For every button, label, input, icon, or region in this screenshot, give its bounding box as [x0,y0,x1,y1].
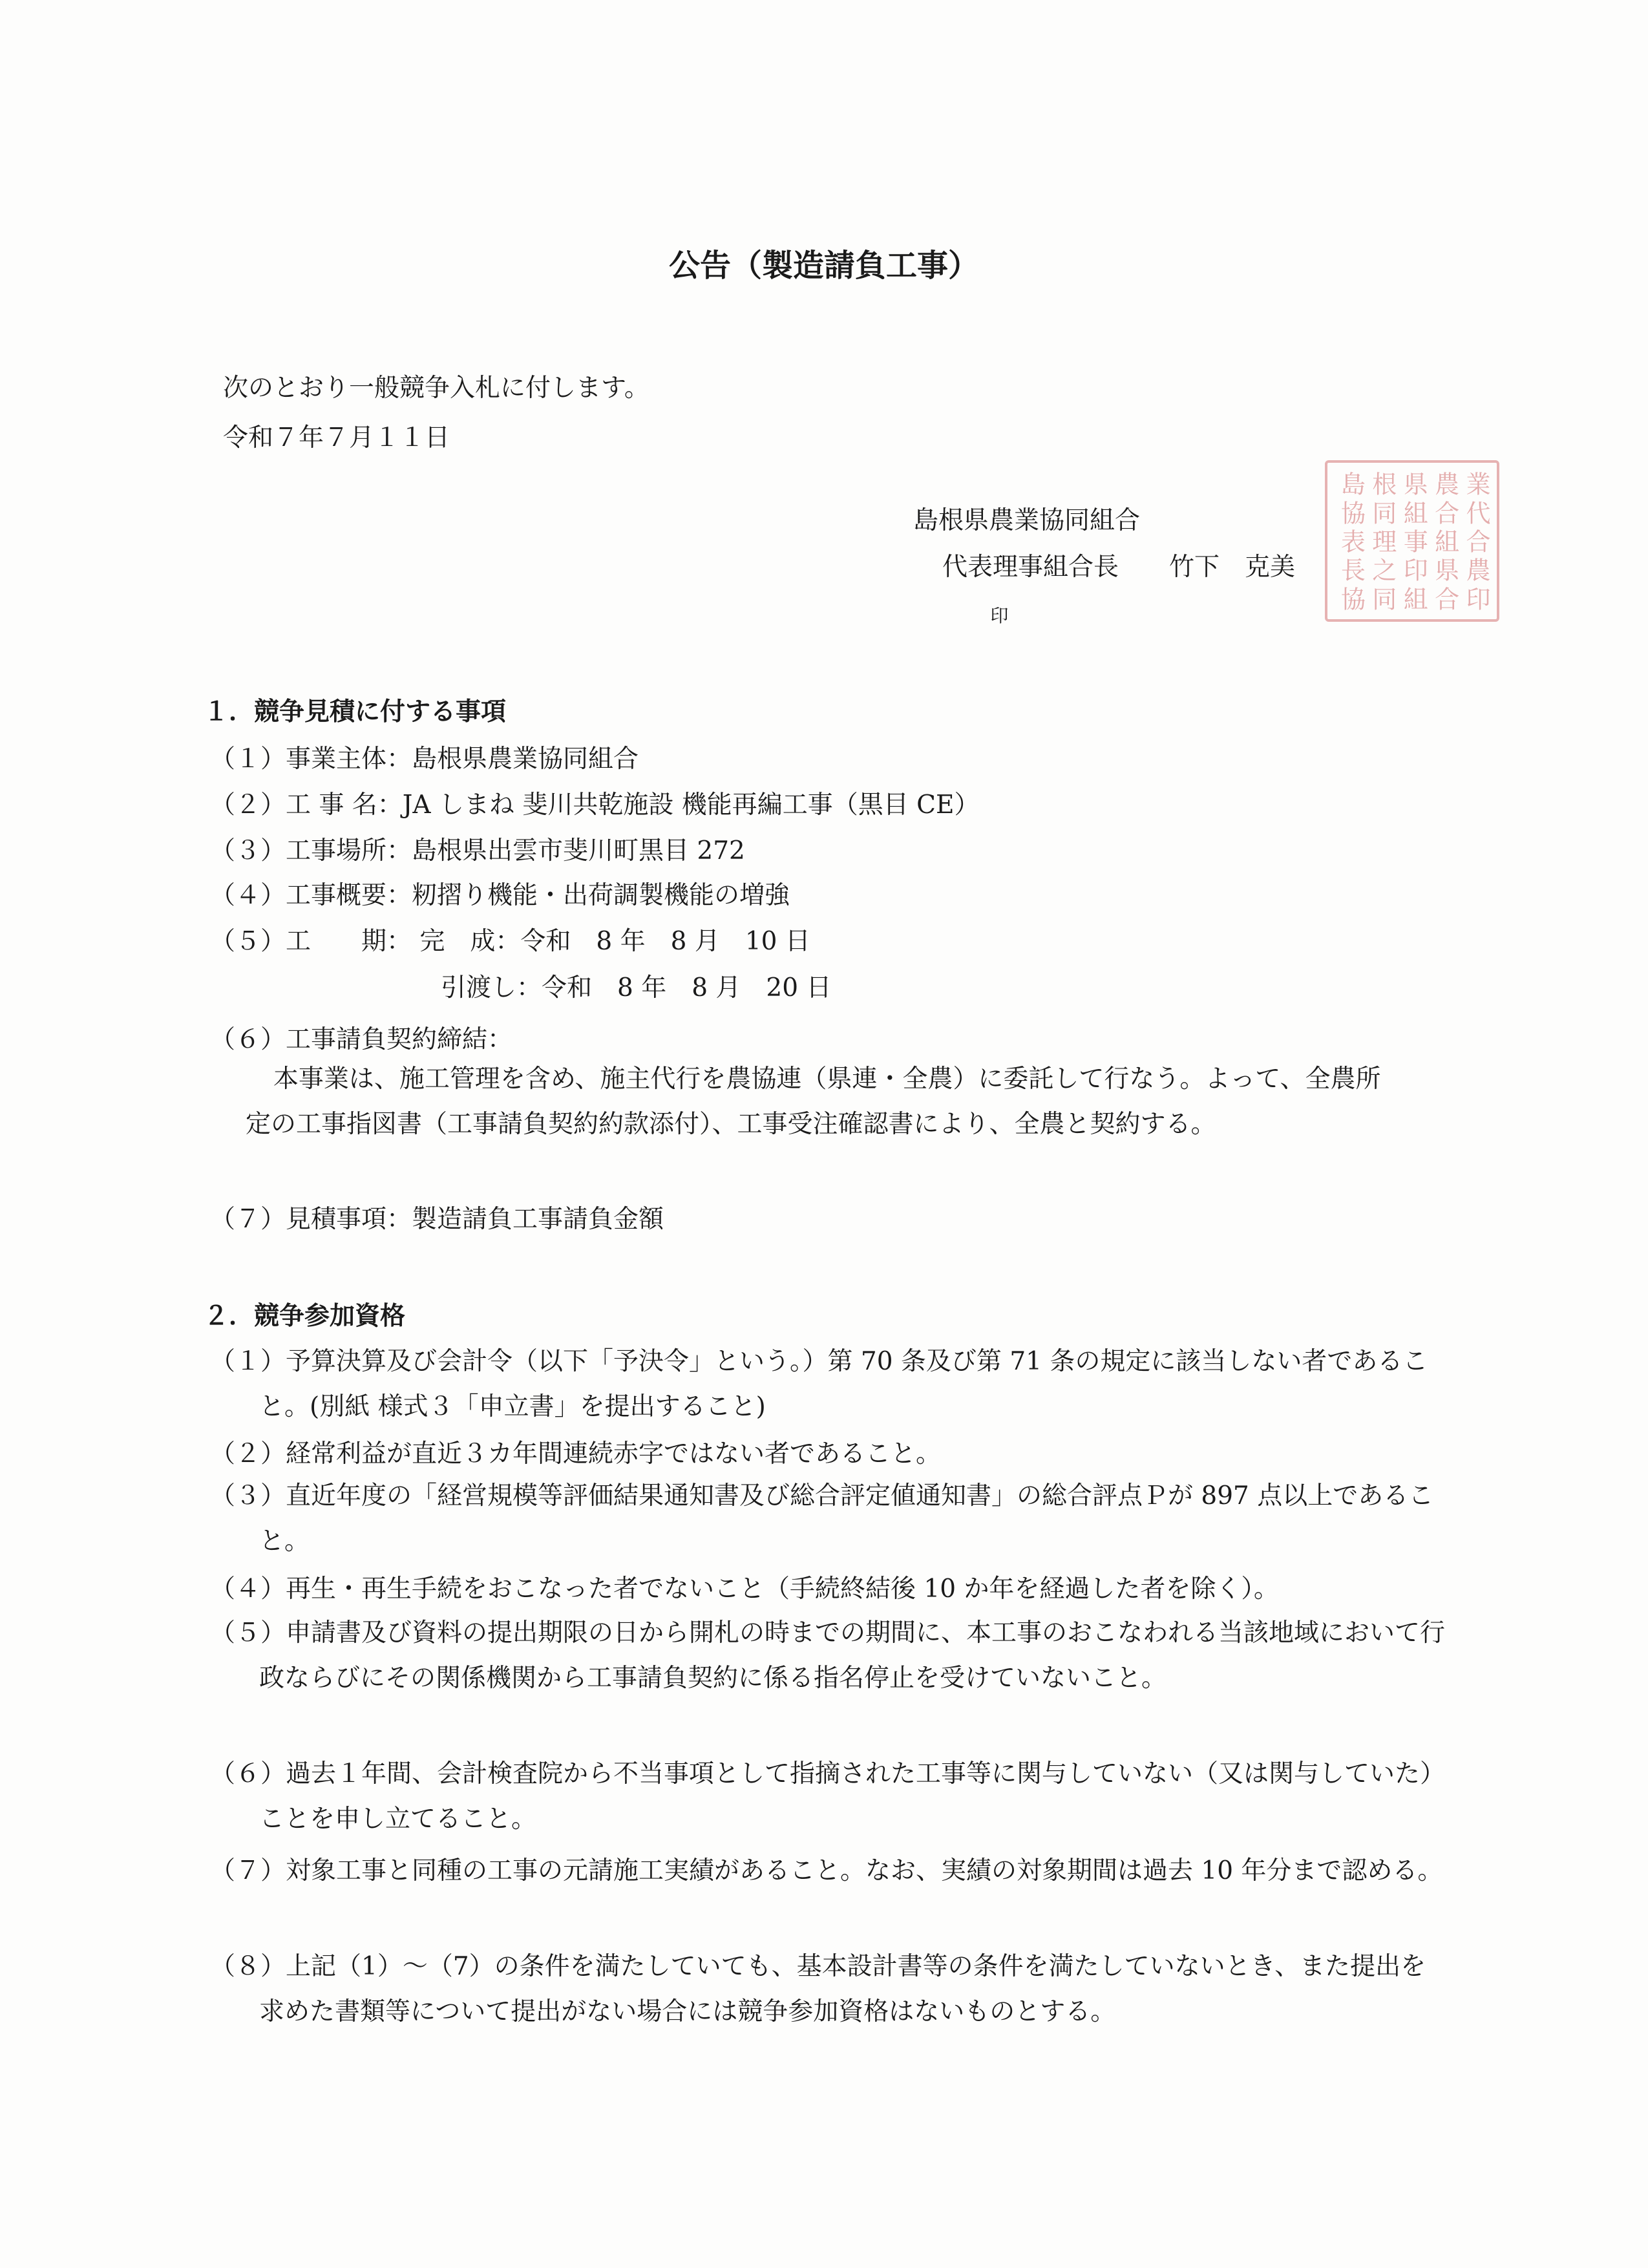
s1-item-6: （６）工事請負契約締結： [210,1025,513,1054]
s2-item-7: （７）対象工事と同種の工事の元請施工実績があること。なお、実績の対象期間は過去 10 年分まで認める。 [210,1856,1443,1885]
s1-item-5-delivery: 引渡し：令和 8 年 8 月 20 日 [441,973,832,1002]
s2-item-5: （５）申請書及び資料の提出期限の日から開札の時までの期間に、本工事のおこなわれる当該地域において行政ならびにその関係機関から工事請負契約に係る指名停止を受けていないこと。 [210,1618,1446,1693]
s1-item-7: （７）見積事項：製造請負工事請負金額 [210,1205,664,1234]
s1-item-2: （２）工 事 名：JA しまね 斐川共乾施設 機能再編工事（黒目 CE） [210,790,980,820]
issuer-block [913,498,1295,639]
page-title: 公告（製造請負工事） [668,248,979,284]
issue-date: 令和７年７月１１日 [223,423,450,452]
issuer-rep-name: 代表理事組合長 竹下 克美 [942,553,1296,582]
s2-item-3: （３）直近年度の「経営規模等評価結果通知書及び総合評定値通知書」の総合評点Ｐが 897 点以上であること。 [210,1481,1434,1556]
issuer-org: 島根県農業協同組合 [913,506,1141,535]
section1-heading: １．競争見積に付する事項 [204,697,507,726]
s2-item-6: （６）過去１年間、会計検査院から不当事項として指摘された工事等に関与していない（又は関与していた）ことを申し立てること。 [210,1759,1446,1834]
s1-item-5: （５）工 期： 完 成：令和 8 年 8 月 10 日 [210,927,810,956]
s2-item-8: （８）上記（1）～（7）の条件を満たしていても、基本設計書等の条件を満たしていないとき、また提出を求めた書類等について提出がない場合には競争参加資格はないものとする。 [210,1952,1426,2026]
s2-item-1: （１）予算決算及び会計令（以下「予決令」という。）第 70 条及び第 71 条の規定に該当しない者であること。(別紙 様式３「申立書」を提出すること) [210,1347,1428,1421]
s2-item-4: （４）再生・再生手続をおこなった者でないこと（手続終結後 10 か年を経過した者を除く）。 [210,1574,1279,1604]
intro-text: 次のとおり一般競争入札に付します。 [223,374,650,403]
s1-item-4: （４）工事概要：籾摺り機能・出荷調製機能の増強 [210,881,790,910]
seal-mark-label: 印 [990,605,1009,626]
section2-heading: ２．競争参加資格 [204,1302,406,1331]
s1-item-3: （３）工事場所：島根県出雲市斐川町黒目 272 [210,836,745,865]
intro-block [223,363,650,463]
s2-item-2: （２）経常利益が直近３カ年間連続赤字ではない者であること。 [210,1439,942,1468]
official-seal-stamp: 島 根 県 農 業 協 同 組 合 代 表 理 事 組 合 長 之 印 県 農 協 同 組 合 印 [1325,460,1499,622]
issuer-representative [913,544,1295,639]
s1-item-1: （１）事業主体：島根県農業協同組合 [210,745,639,774]
s1-item-6-body: 本事業は、施工管理を含め、施主代行を農協連（県連・全農）に委託して行なう。よって、全農所定の工事指図書（工事請負契約約款添付）、工事受注確認書により、全農と契約する。 [246,1065,1381,1139]
